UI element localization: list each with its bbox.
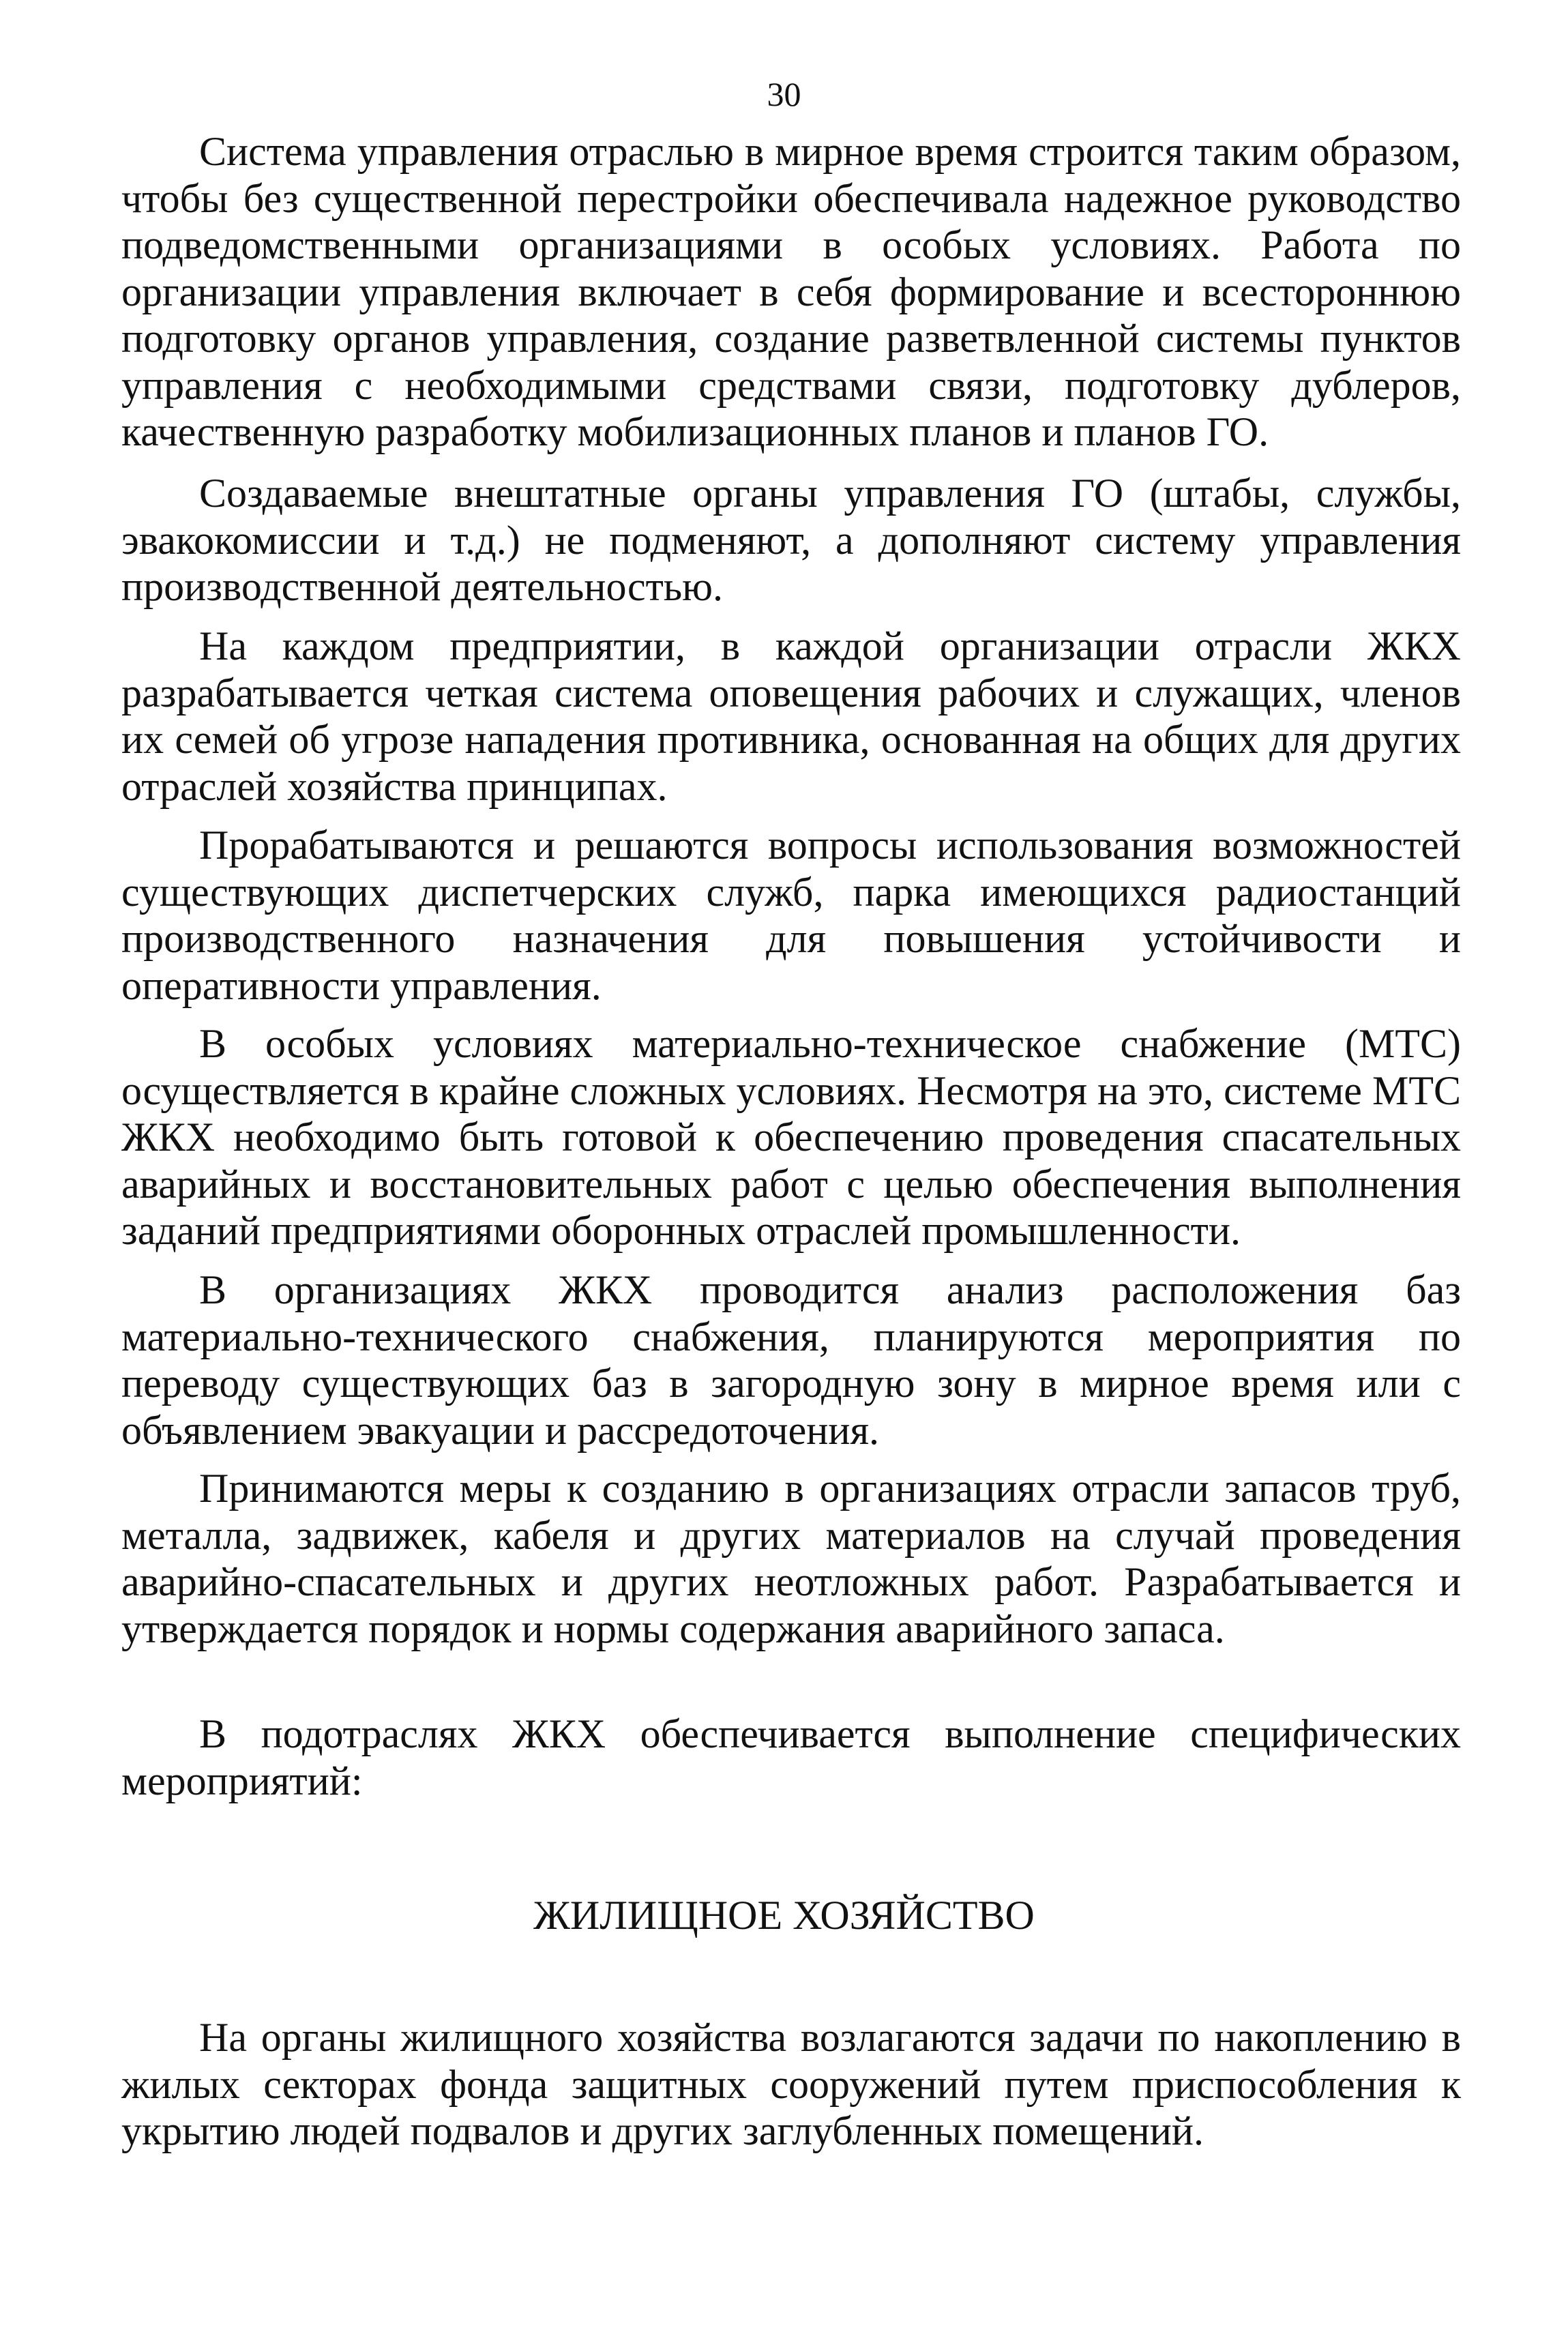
paragraph-dispatch-services: Прорабатываются и решаются вопросы использования возможностей существующих диспетчерских служб, парка имеющихся радиостанций производственного назначения для повышения устойчивости и оперативности управления. — [121, 823, 1461, 1008]
paragraph-material-supply: В особых условиях материально-техническое снабжение (МТС) осуществляется в крайне сложных условиях. Несмотря на это, системе МТС ЖКХ необходимо быть готовой к обеспечению проведения спасательных аварийных и восстановительных работ с целью обеспечения выполнения заданий предприятиями оборонных отраслей промышленности. — [121, 1021, 1461, 1253]
section-heading: ЖИЛИЩНОЕ ХОЗЯЙСТВО — [533, 1893, 1035, 1938]
page-number: 30 — [767, 75, 801, 113]
paragraph-warning-system: На каждом предприятии, в каждой организации отрасли ЖКХ разрабатывается четкая система оповещения рабочих и служащих, членов их семей об угрозе нападения противника, основанная на общих для других отраслей хозяйства принципах. — [121, 623, 1461, 809]
paragraph-supply-bases: В организациях ЖКХ проводится анализ расположения баз материально-технического снабжения, планируются мероприятия по переводу существующих баз в загородную зону в мирное время или с объявлением эвакуации и рассредоточения. — [121, 1267, 1461, 1453]
paragraph-management-system: Система управления отраслью в мирное время строится таким образом, чтобы без существенной перестройки обеспечивала надежное руководство подведомственными организациями в особых условиях. Работа по организации управления включает в себя формирование и всестороннюю подготовку органов управления, создание разветвленной системы пунктов управления с необходимыми средствами связи, подготовку дублеров, качественную разработку мобилизационных планов и планов ГО. — [121, 129, 1461, 454]
paragraph-civil-defense-bodies: Создаваемые внештатные органы управления ГО (штабы, службы, эвакокомиссии и т.д.) не подменяют, а дополняют систему управления производственной деятельностью. — [121, 471, 1461, 609]
paragraph-housing-shelters: На органы жилищного хозяйства возлагаются задачи по накоплению в жилых секторах фонда защитных сооружений путем приспособления к укрытию людей подвалов и других заглубленных помещений. — [121, 2015, 1461, 2153]
paragraph-emergency-stock: Принимаются меры к созданию в организациях отрасли запасов труб, металла, задвижек, кабеля и других материалов на случай проведения аварийно-спасательных и других неотложных работ. Разрабатывается и утверждается порядок и нормы содержания аварийного запаса. — [121, 1466, 1461, 1651]
paragraph-specific-measures: В подотраслях ЖКХ обеспечивается выполнение специфических мероприятий: — [121, 1711, 1461, 1803]
